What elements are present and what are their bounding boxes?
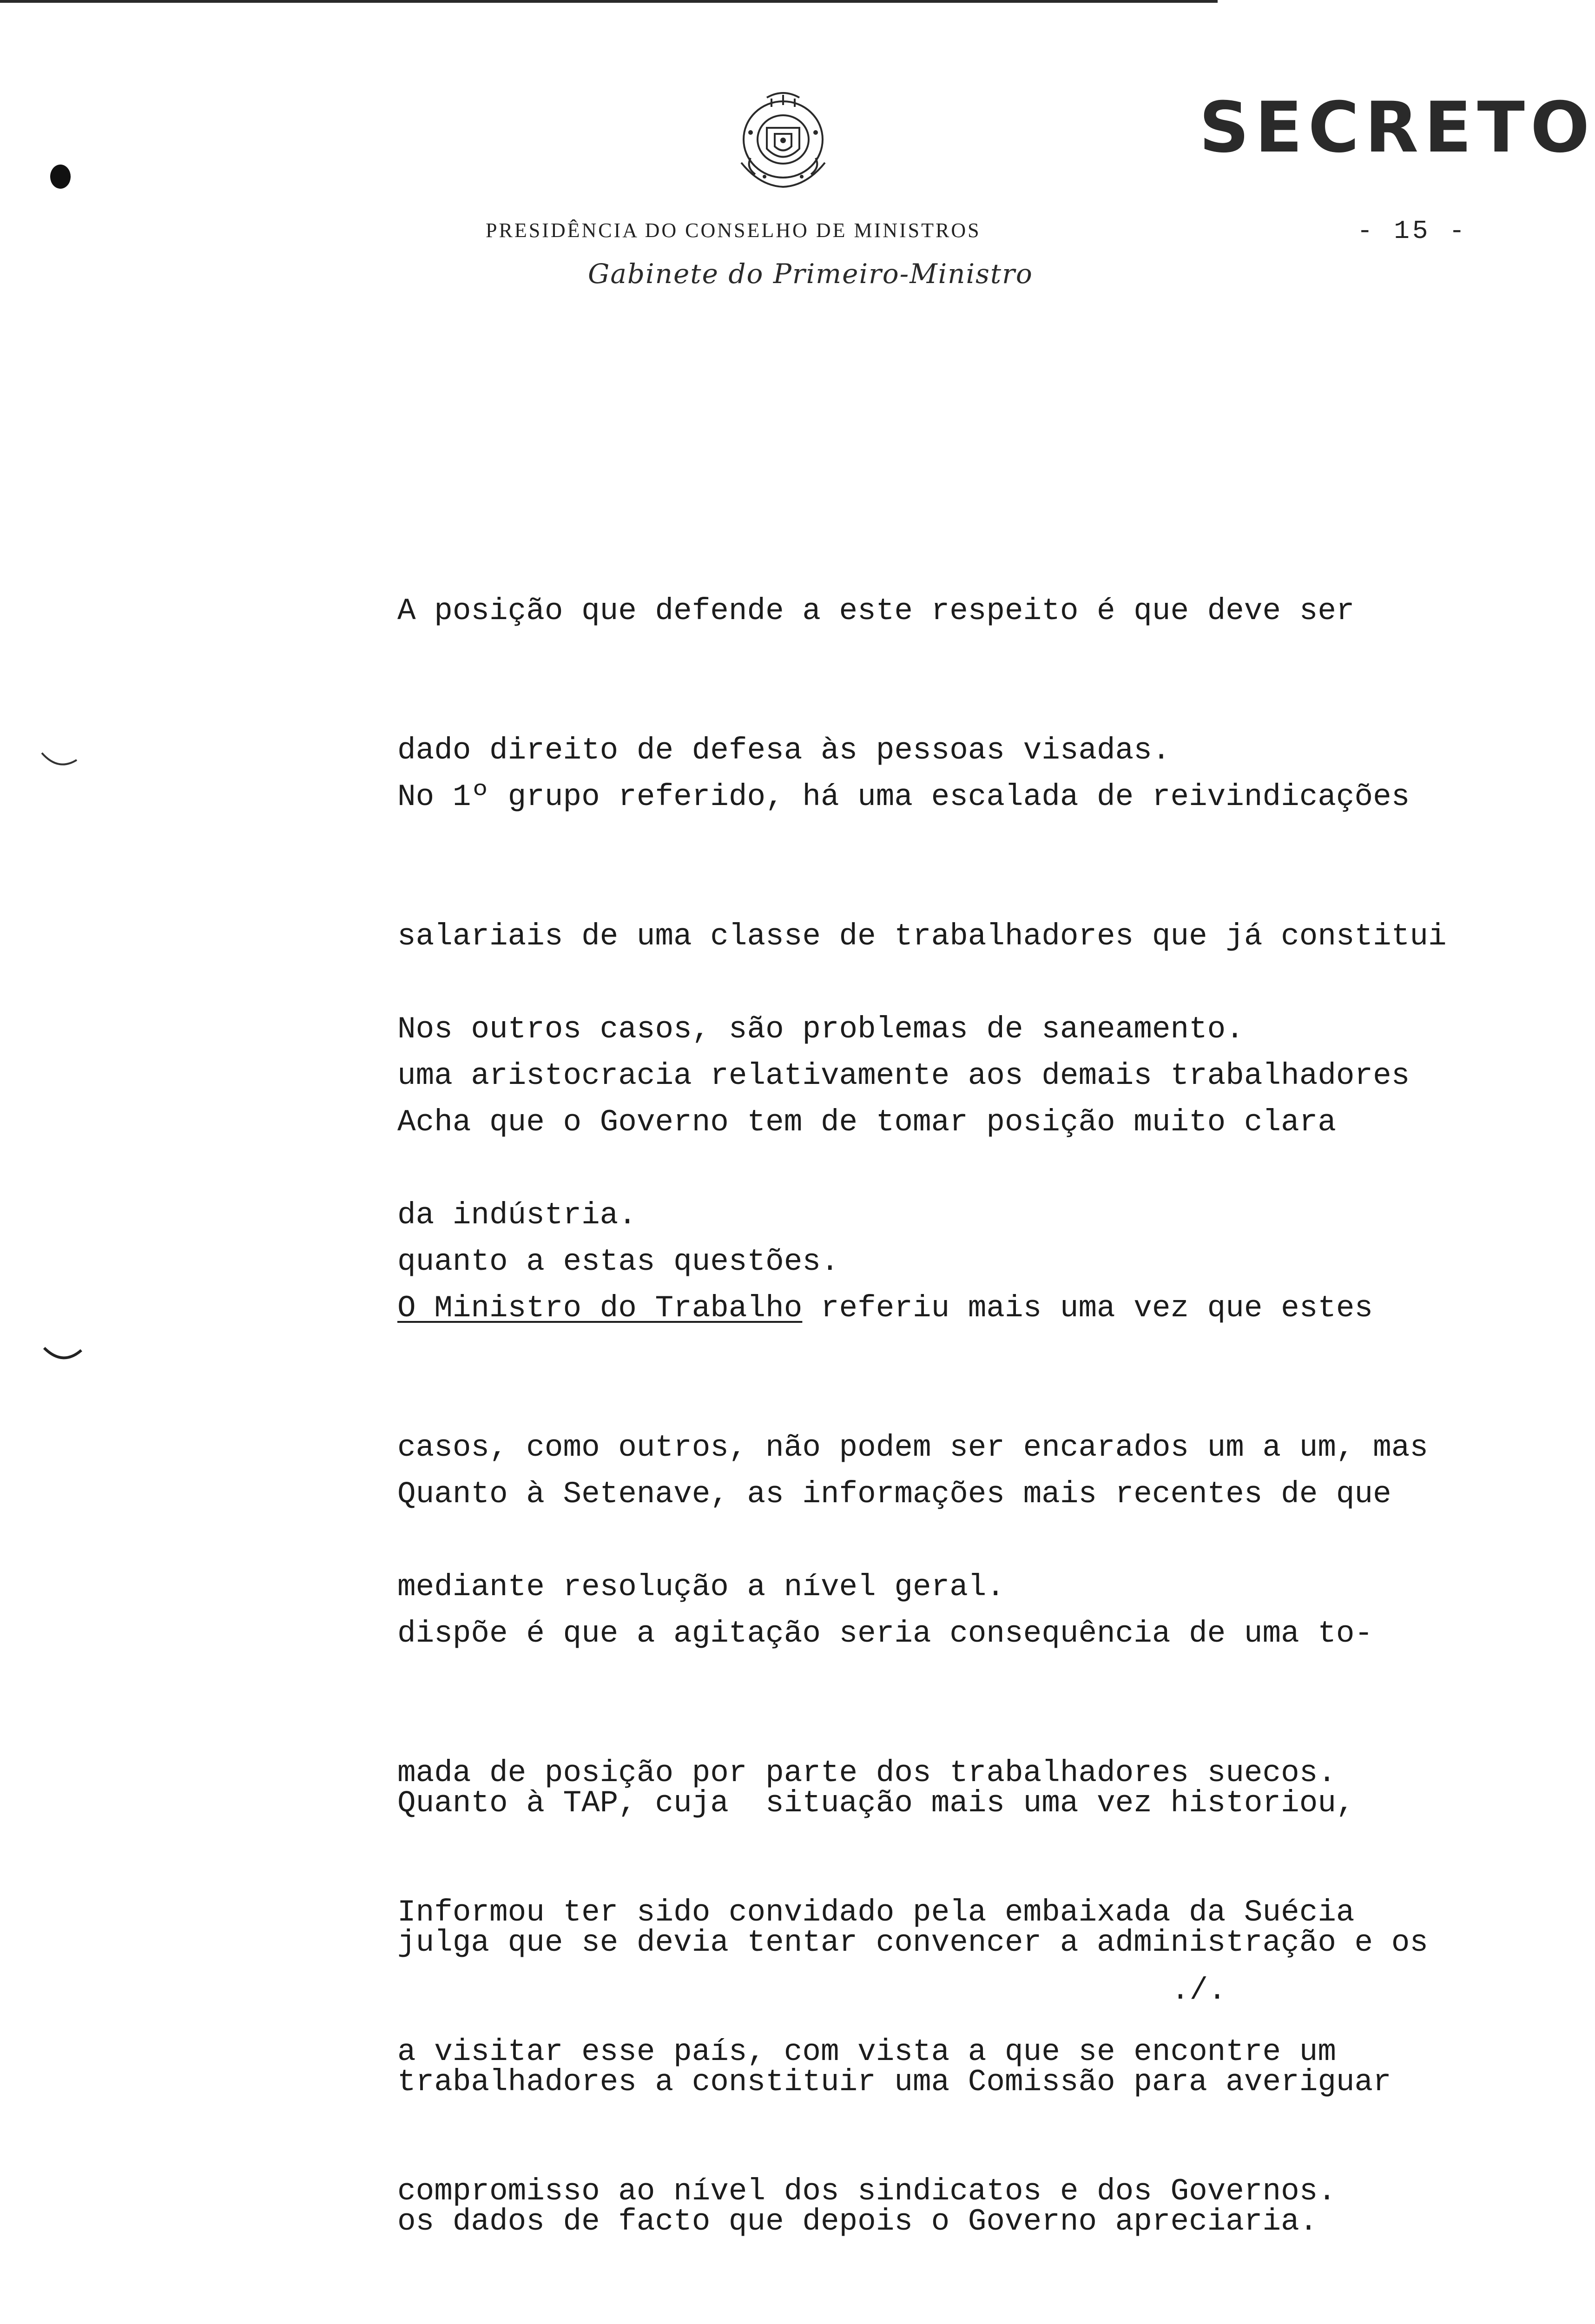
continuation-mark: ./. — [1171, 1973, 1226, 2008]
header-title: PRESIDÊNCIA DO CONSELHO DE MINISTROS — [486, 219, 981, 242]
text-line — [397, 1285, 1428, 1332]
text-line: Informou ter sido convidado pela embaixada da Suécia — [397, 1895, 1355, 1930]
text-line: mediante resolução a nível geral. — [397, 1570, 1005, 1604]
secret-stamp: SECRETO — [1199, 87, 1595, 168]
coat-of-arms-seal — [723, 88, 844, 195]
text-line: quanto a estas questões. — [397, 1244, 839, 1279]
text-line: No 1º grupo referido, há uma escalada de reivindicações — [397, 779, 1410, 814]
top-rule — [0, 0, 1218, 3]
speaker-name: O Ministro do Trabalho — [397, 1291, 803, 1326]
text-line: trabalhadores a constituir uma Comissão para averiguar — [397, 2065, 1391, 2100]
text-line: Quanto à Setenave, as informações mais recentes de que — [397, 1477, 1391, 1512]
header-subtitle: Gabinete do Primeiro-Ministro — [588, 258, 1033, 290]
text-line: Acha que o Governo tem de tomar posição muito clara — [397, 1105, 1336, 1140]
text-line: A posição que defende a este respeito é que deve ser — [397, 594, 1355, 628]
text-line: dado direito de defesa às pessoas visadas. — [397, 733, 1171, 768]
text-fragment: referiu mais uma vez que estes — [802, 1291, 1373, 1326]
paragraph — [397, 1687, 1428, 2324]
page-number: - 15 - — [1357, 216, 1468, 246]
text-line: salariais de uma classe de trabalhadores que já constitui — [397, 919, 1447, 954]
text-line: da indústria. — [397, 1198, 637, 1233]
text-line: a visitar esse país, com vista a que se encontre um — [397, 2034, 1336, 2069]
text-line: uma aristocracia relativamente aos demais trabalhadores — [397, 1058, 1410, 1093]
text-line: dispõe é que a agitação seria consequência de uma to- — [397, 1616, 1373, 1651]
text-line: os dados de facto que depois o Governo apreciaria. — [397, 2204, 1318, 2239]
text-line: casos, como outros, não podem ser encarados um a um, mas — [397, 1430, 1428, 1465]
text-line: Quanto à TAP, cuja situação mais uma vez historiou, — [397, 1786, 1355, 1821]
text-line: julga que se devia tentar convencer a administração e os — [397, 1925, 1428, 1960]
margin-marks — [37, 139, 93, 1627]
text-line: mada de posição por parte dos trabalhadores suecos. — [397, 1756, 1336, 1790]
text-line: compromisso ao nível dos sindicatos e dos Governos. — [397, 2174, 1336, 2209]
text-line: Nos outros casos, são problemas de saneamento. — [397, 1012, 1244, 1047]
